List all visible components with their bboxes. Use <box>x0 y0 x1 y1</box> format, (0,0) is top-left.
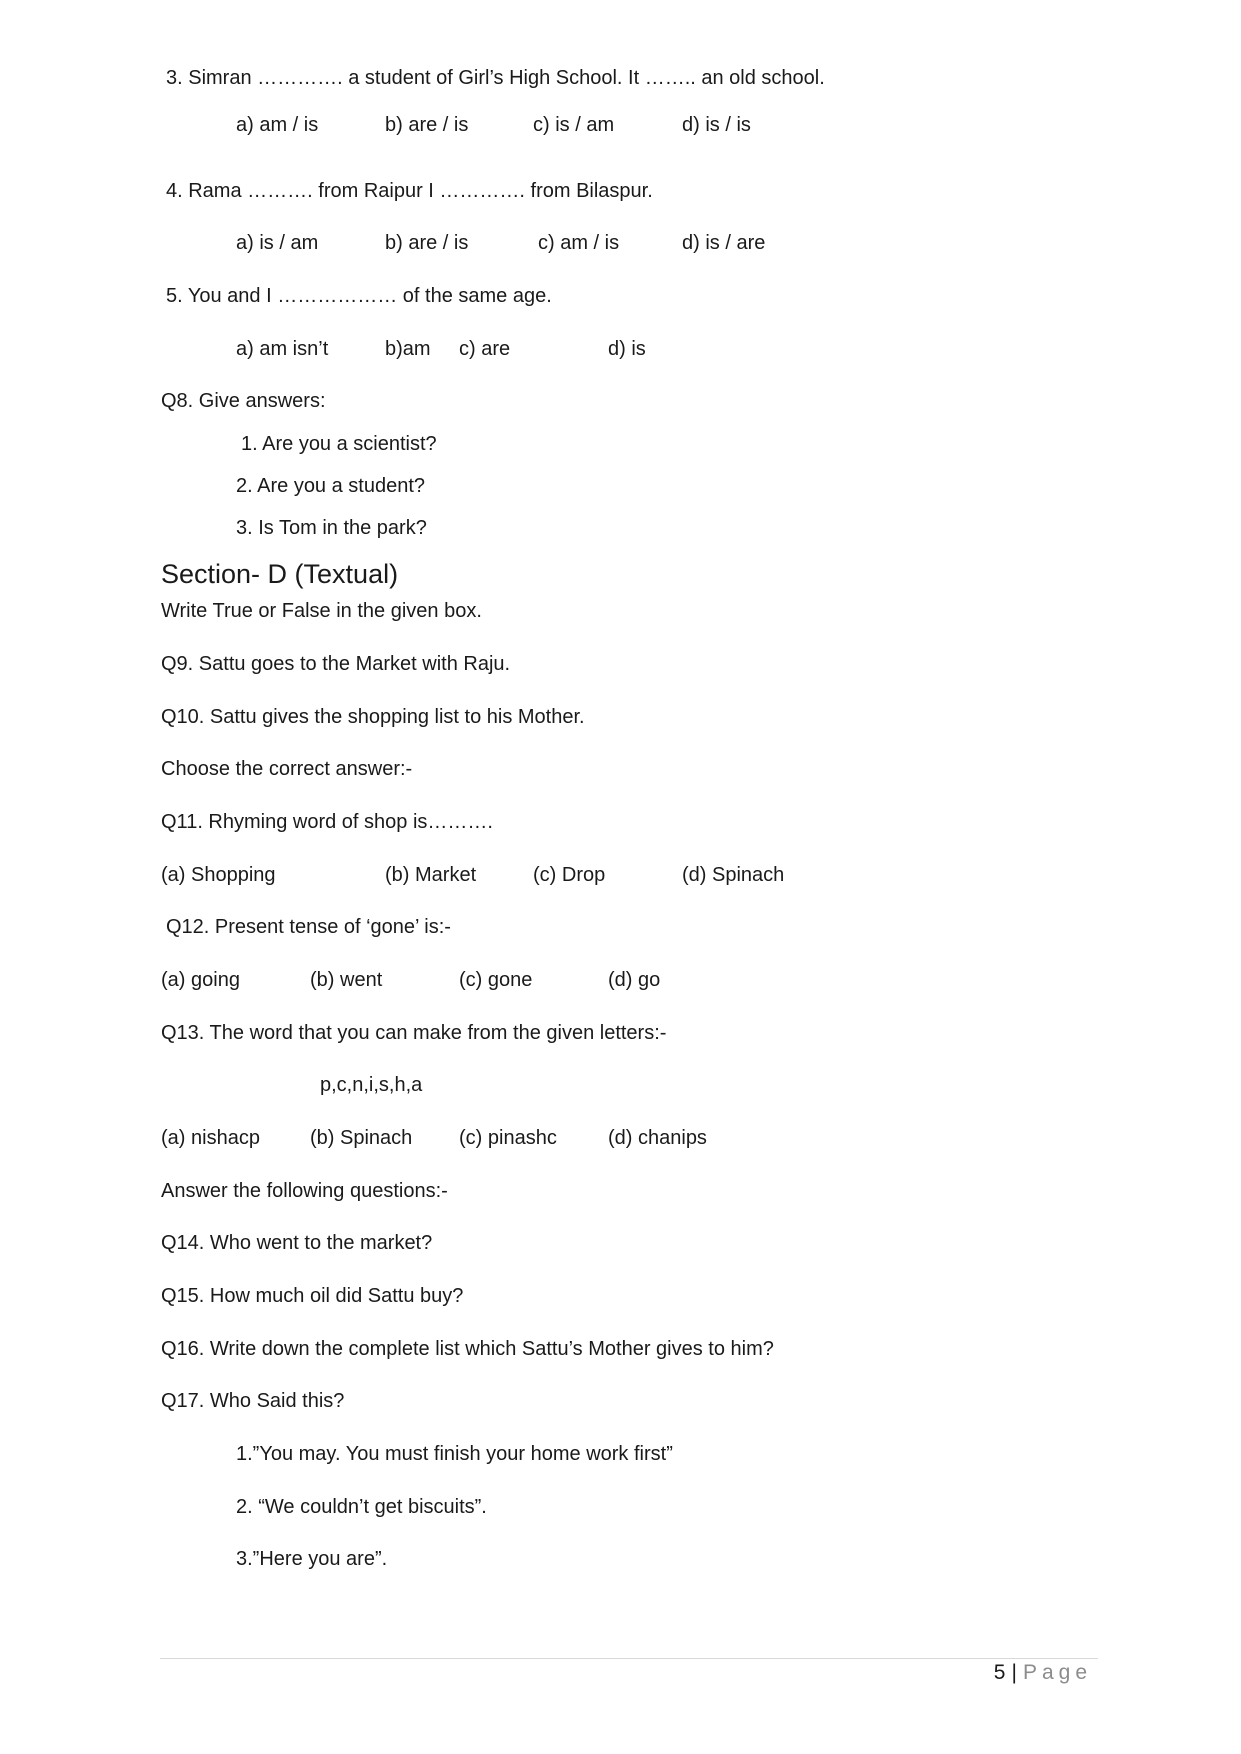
page-number: 5 <box>993 1661 1006 1684</box>
question-8-item-1: 1. Are you a scientist? <box>241 433 437 455</box>
question-11-option-b: (b) Market <box>385 864 477 886</box>
question-5-option-b: b)am <box>385 338 431 360</box>
question-11-text: Q11. Rhyming word of shop is………. <box>161 811 493 833</box>
question-17-title: Q17. Who Said this? <box>161 1390 345 1412</box>
question-5-option-d: d) is <box>608 338 646 360</box>
section-d-heading: Section- D (Textual) <box>161 559 399 589</box>
question-13-option-a: (a) nishacp <box>161 1127 260 1149</box>
question-13-text: Q13. The word that you can make from the given letters:- <box>161 1022 667 1044</box>
question-15: Q15. How much oil did Sattu buy? <box>161 1285 464 1307</box>
question-11-option-c: (c) Drop <box>533 864 606 886</box>
question-13-option-b: (b) Spinach <box>310 1127 413 1149</box>
question-8-title: Q8. Give answers: <box>161 390 326 412</box>
question-5-option-a: a) am isn’t <box>236 338 329 360</box>
question-4-text: 4. Rama ………. from Raipur I …………. from Bilaspur. <box>166 180 653 202</box>
question-13-letters: p,c,n,i,s,h,a <box>320 1074 423 1096</box>
question-4-option-b: b) are / is <box>385 232 469 254</box>
question-17-item-3: 3.”Here you are”. <box>236 1548 388 1570</box>
question-9: Q9. Sattu goes to the Market with Raju. <box>161 653 511 675</box>
question-13-option-d: (d) chanips <box>608 1127 707 1149</box>
question-3-option-c: c) is / am <box>533 114 615 136</box>
footer-divider <box>160 1658 1098 1659</box>
question-5-text: 5. You and I ……………… of the same age. <box>166 285 552 307</box>
question-4-option-a: a) is / am <box>236 232 319 254</box>
question-8-item-2: 2. Are you a student? <box>236 475 426 497</box>
footer-separator: | <box>1011 1661 1017 1684</box>
question-4-option-d: d) is / are <box>682 232 766 254</box>
mcq-instruction: Choose the correct answer:- <box>161 758 413 780</box>
question-12-text: Q12. Present tense of ‘gone’ is:- <box>166 916 451 938</box>
question-17-item-1: 1.”You may. You must finish your home work first” <box>236 1443 673 1465</box>
question-3-option-d: d) is / is <box>682 114 751 136</box>
page-label: Page <box>1022 1661 1092 1684</box>
question-4-option-c: c) am / is <box>538 232 620 254</box>
question-17-item-2: 2. “We couldn’t get biscuits”. <box>236 1496 487 1518</box>
question-13-option-c: (c) pinashc <box>459 1127 557 1149</box>
question-12-option-a: (a) going <box>161 969 240 991</box>
question-3-option-a: a) am / is <box>236 114 319 136</box>
question-8-item-3: 3. Is Tom in the park? <box>236 517 427 539</box>
question-3-option-b: b) are / is <box>385 114 469 136</box>
question-16: Q16. Write down the complete list which Sattu’s Mother gives to him? <box>161 1338 774 1360</box>
question-12-option-d: (d) go <box>608 969 661 991</box>
question-12-option-b: (b) went <box>310 969 383 991</box>
question-11-option-a: (a) Shopping <box>161 864 276 886</box>
question-10: Q10. Sattu gives the shopping list to his Mother. <box>161 706 585 728</box>
answer-instruction: Answer the following questions:- <box>161 1180 448 1202</box>
question-14: Q14. Who went to the market? <box>161 1232 433 1254</box>
question-5-option-c: c) are <box>459 338 511 360</box>
true-false-instruction: Write True or False in the given box. <box>161 600 482 622</box>
question-3-text: 3. Simran …………. a student of Girl’s High School. It …….. an old school. <box>166 67 825 89</box>
question-12-option-c: (c) gone <box>459 969 533 991</box>
page-footer <box>994 1660 1092 1686</box>
question-11-option-d: (d) Spinach <box>682 864 785 886</box>
